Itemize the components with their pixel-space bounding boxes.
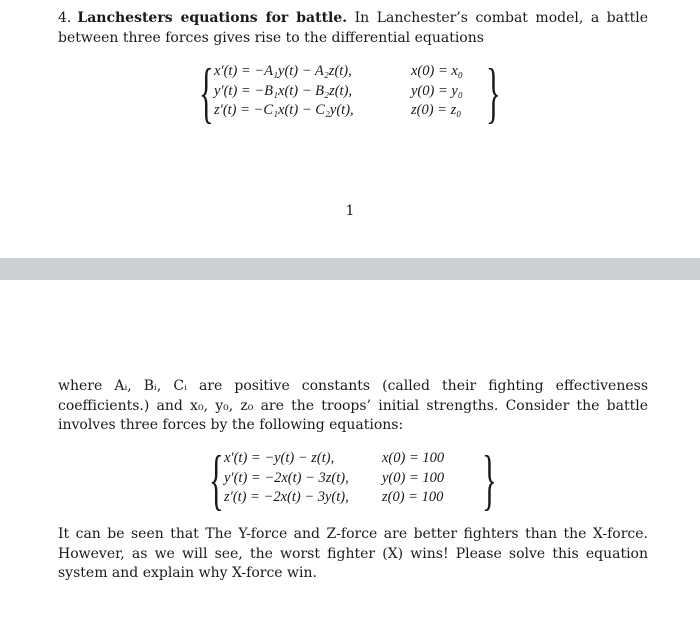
- initial-condition: x(0) = 100: [382, 450, 445, 466]
- equation-system-specific: [208, 441, 498, 517]
- equation: z′(t) = −2x(t) − 3y(t),: [224, 489, 349, 505]
- equation-row: [214, 62, 463, 82]
- initial-condition: z(0) = z₀: [411, 102, 462, 118]
- right-brace: }: [486, 54, 502, 130]
- left-brace: {: [208, 441, 224, 517]
- equation-row: [224, 449, 445, 469]
- continuation-paragraph: where Aᵢ, Bᵢ, Cᵢ are positive constants (called their fighting effectiveness coefficients.) and x₀, y₀, z₀ are the troops’ initial strengths. Consider the battle involves three forces by the following equations:: [58, 378, 648, 433]
- equation: z′(t) = −C₁x(t) − C₂y(t),: [214, 102, 354, 118]
- problem-number: 4.: [58, 10, 72, 26]
- equation-row: [214, 101, 462, 121]
- initial-condition: y(0) = 100: [382, 469, 445, 486]
- problem-intro: In Lanchester’s combat model, a battle between three forces gives rise to the differential equations: [58, 10, 648, 46]
- initial-condition: z(0) = 100: [382, 489, 444, 505]
- equation-system-general: [198, 54, 502, 130]
- initial-condition: x(0) = x₀: [411, 63, 463, 79]
- initial-condition: y(0) = y₀: [411, 82, 463, 99]
- page-divider: [0, 258, 700, 280]
- equation-row: [224, 488, 444, 508]
- equation: x′(t) = −y(t) − z(t),: [224, 450, 335, 466]
- equation: x′(t) = −A₁y(t) − A₂z(t),: [214, 63, 352, 79]
- equation-row: [224, 469, 445, 489]
- equation-row: [214, 82, 463, 102]
- problem-statement: [58, 9, 648, 48]
- problem-title: Lanchesters equations for battle.: [77, 10, 348, 26]
- page-number: 1: [345, 203, 355, 219]
- equation: y′(t) = −B₁x(t) − B₂z(t),: [214, 82, 353, 99]
- conclusion-paragraph: It can be seen that The Y-force and Z-force are better fighters than the X-force. However, as we will see, the worst fighter (X) wins! Please solve this equation system and explain why X-force win.: [58, 526, 648, 581]
- left-brace: {: [198, 54, 214, 130]
- equation: y′(t) = −2x(t) − 3z(t),: [224, 469, 349, 486]
- right-brace: }: [482, 441, 498, 517]
